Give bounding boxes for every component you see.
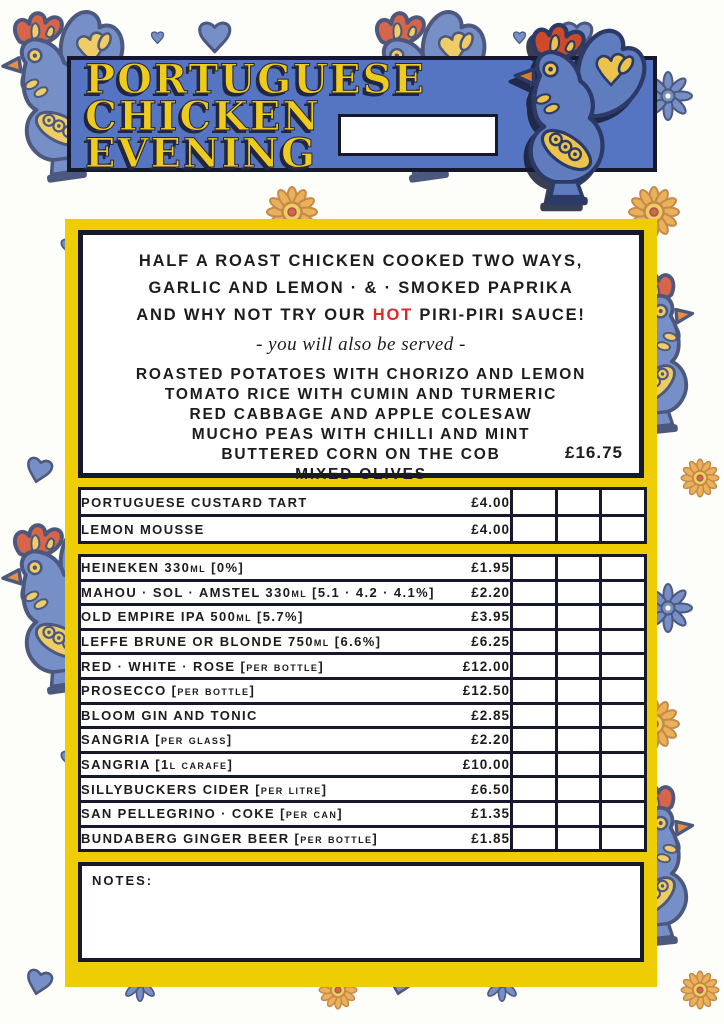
tally-cell[interactable] [557,629,601,654]
menu-panel [65,219,657,987]
tally-cell[interactable] [601,516,646,543]
side-dish: BUTTERED CORN ON THE COB [221,446,501,463]
served-with-note: - you will also be served - [256,334,466,355]
item-cell [80,752,512,777]
tally-cell[interactable] [601,489,646,516]
menu-row [80,580,646,605]
item-price: £3.95 [471,609,510,625]
tally-cell[interactable] [512,556,557,581]
item-name: OLD EMPIRE IPA 500ml [5.7%] [81,609,304,625]
tally-cell[interactable] [601,556,646,581]
item-cell [80,654,512,679]
menu-row [80,489,646,516]
item-cell [80,703,512,728]
item-name: SILLYBUCKERS CIDER [per litre] [81,781,328,797]
item-price: £4.00 [471,521,510,537]
tally-cell[interactable] [512,516,557,543]
side-dish: ROASTED POTATOES WITH CHORIZO AND LEMON [135,366,587,383]
tally-cell[interactable] [557,703,601,728]
item-cell [80,826,512,851]
item-name: LEMON MOUSSE [81,521,205,537]
menu-line: HALF A ROAST CHICKEN COOKED TWO WAYS, [138,252,584,270]
tally-cell[interactable] [557,654,601,679]
notes-area[interactable] [78,862,644,962]
menu-row [80,752,646,777]
item-price: £1.35 [471,806,510,822]
item-name: SAN PELLEGRINO · COKE [per can] [81,806,343,822]
tally-cell[interactable] [512,678,557,703]
main-course-description [83,248,639,329]
tally-cell[interactable] [557,801,601,826]
tally-cell[interactable] [601,605,646,630]
item-price: £4.00 [471,494,510,510]
tally-cell[interactable] [512,801,557,826]
menu-description-box [78,230,644,483]
tally-cell[interactable] [557,580,601,605]
tally-cell[interactable] [601,629,646,654]
drinks-table [78,554,647,852]
tally-cell[interactable] [601,580,646,605]
tally-cell[interactable] [512,629,557,654]
menu-row [80,703,646,728]
tally-cell[interactable] [512,752,557,777]
menu-line: AND WHY NOT TRY OUR HOT PIRI-PIRI SAUCE! [136,306,586,324]
tally-cell[interactable] [512,826,557,851]
item-name: PORTUGUESE CUSTARD TART [81,494,308,510]
item-cell [80,629,512,654]
tally-cell[interactable] [557,678,601,703]
item-price: £2.85 [471,707,510,723]
desserts-table [78,487,647,544]
tally-cell[interactable] [557,728,601,753]
tally-cell[interactable] [512,654,557,679]
side-dishes-list [83,365,639,485]
item-price: £1.85 [471,830,510,846]
side-dish: MUCHO PEAS WITH CHILLI AND MINT [191,426,531,443]
tally-cell[interactable] [557,605,601,630]
tally-cell[interactable] [557,556,601,581]
menu-row [80,605,646,630]
menu-row [80,728,646,753]
item-name: BUNDABERG GINGER BEER [per bottle] [81,830,379,846]
tally-cell[interactable] [601,801,646,826]
tally-cell[interactable] [512,605,557,630]
blank-write-in-box[interactable] [338,114,498,156]
tally-cell[interactable] [601,752,646,777]
item-cell [80,556,512,581]
tally-cell[interactable] [512,580,557,605]
item-price: £12.50 [462,683,510,699]
side-dish: RED CABBAGE AND APPLE COLESAW [189,406,533,423]
event-title-line: CHICKEN [85,93,321,140]
item-price: £6.25 [471,634,510,650]
tally-cell[interactable] [601,703,646,728]
tally-cell[interactable] [601,654,646,679]
tally-cell[interactable] [557,516,601,543]
item-cell [80,801,512,826]
item-price: £1.95 [471,560,510,576]
tally-cell[interactable] [601,777,646,802]
item-price: £2.20 [471,584,510,600]
side-dish: TOMATO RICE WITH CUMIN AND TURMERIC [164,386,558,403]
item-price: £2.20 [471,732,510,748]
item-name: SANGRIA [1l carafe] [81,757,234,773]
menu-line: GARLIC AND LEMON · & · SMOKED PAPRIKA [148,279,574,297]
item-price: £10.00 [462,757,510,773]
tally-cell[interactable] [512,777,557,802]
tally-cell[interactable] [557,489,601,516]
hot-highlight: HOT [372,306,413,324]
item-cell [80,489,512,516]
menu-row [80,556,646,581]
tally-cell[interactable] [601,728,646,753]
menu-row [80,629,646,654]
event-title-line: EVENING [85,130,318,177]
side-dish: MIXED OLIVES [295,466,427,483]
item-price: £12.00 [462,658,510,674]
notes-label: NOTES: [92,873,154,889]
item-price: £6.50 [471,781,510,797]
item-cell [80,678,512,703]
item-cell [80,728,512,753]
menu-row [80,654,646,679]
item-cell [80,516,512,543]
menu-row [80,678,646,703]
menu-row [80,777,646,802]
tally-cell[interactable] [557,752,601,777]
tally-cell[interactable] [512,703,557,728]
event-title-line: PORTUGUESE [85,56,427,103]
rooster-illustration [490,20,660,212]
item-name: RED · WHITE · ROSE [per bottle] [81,658,325,674]
item-cell [80,777,512,802]
item-name: BLOOM GIN AND TONIC [81,707,258,723]
set-menu-price: £16.75 [565,443,623,462]
menu-row [80,516,646,543]
tally-cell[interactable] [601,678,646,703]
menu-row [80,826,646,851]
item-name: HEINEKEN 330ml [0%] [81,560,245,576]
tally-cell[interactable] [601,826,646,851]
item-cell [80,605,512,630]
item-name: PROSECCO [per bottle] [81,683,256,699]
item-name: MAHOU · SOL · AMSTEL 330ml [5.1 · 4.2 · 4.1%] [81,584,435,600]
tally-cell[interactable] [557,777,601,802]
item-name: SANGRIA [per glass] [81,732,233,748]
item-cell [80,580,512,605]
menu-row [80,801,646,826]
tally-cell[interactable] [512,489,557,516]
tally-cell[interactable] [557,826,601,851]
tally-cell[interactable] [512,728,557,753]
item-name: LEFFE BRUNE OR BLONDE 750ml [6.6%] [81,634,382,650]
